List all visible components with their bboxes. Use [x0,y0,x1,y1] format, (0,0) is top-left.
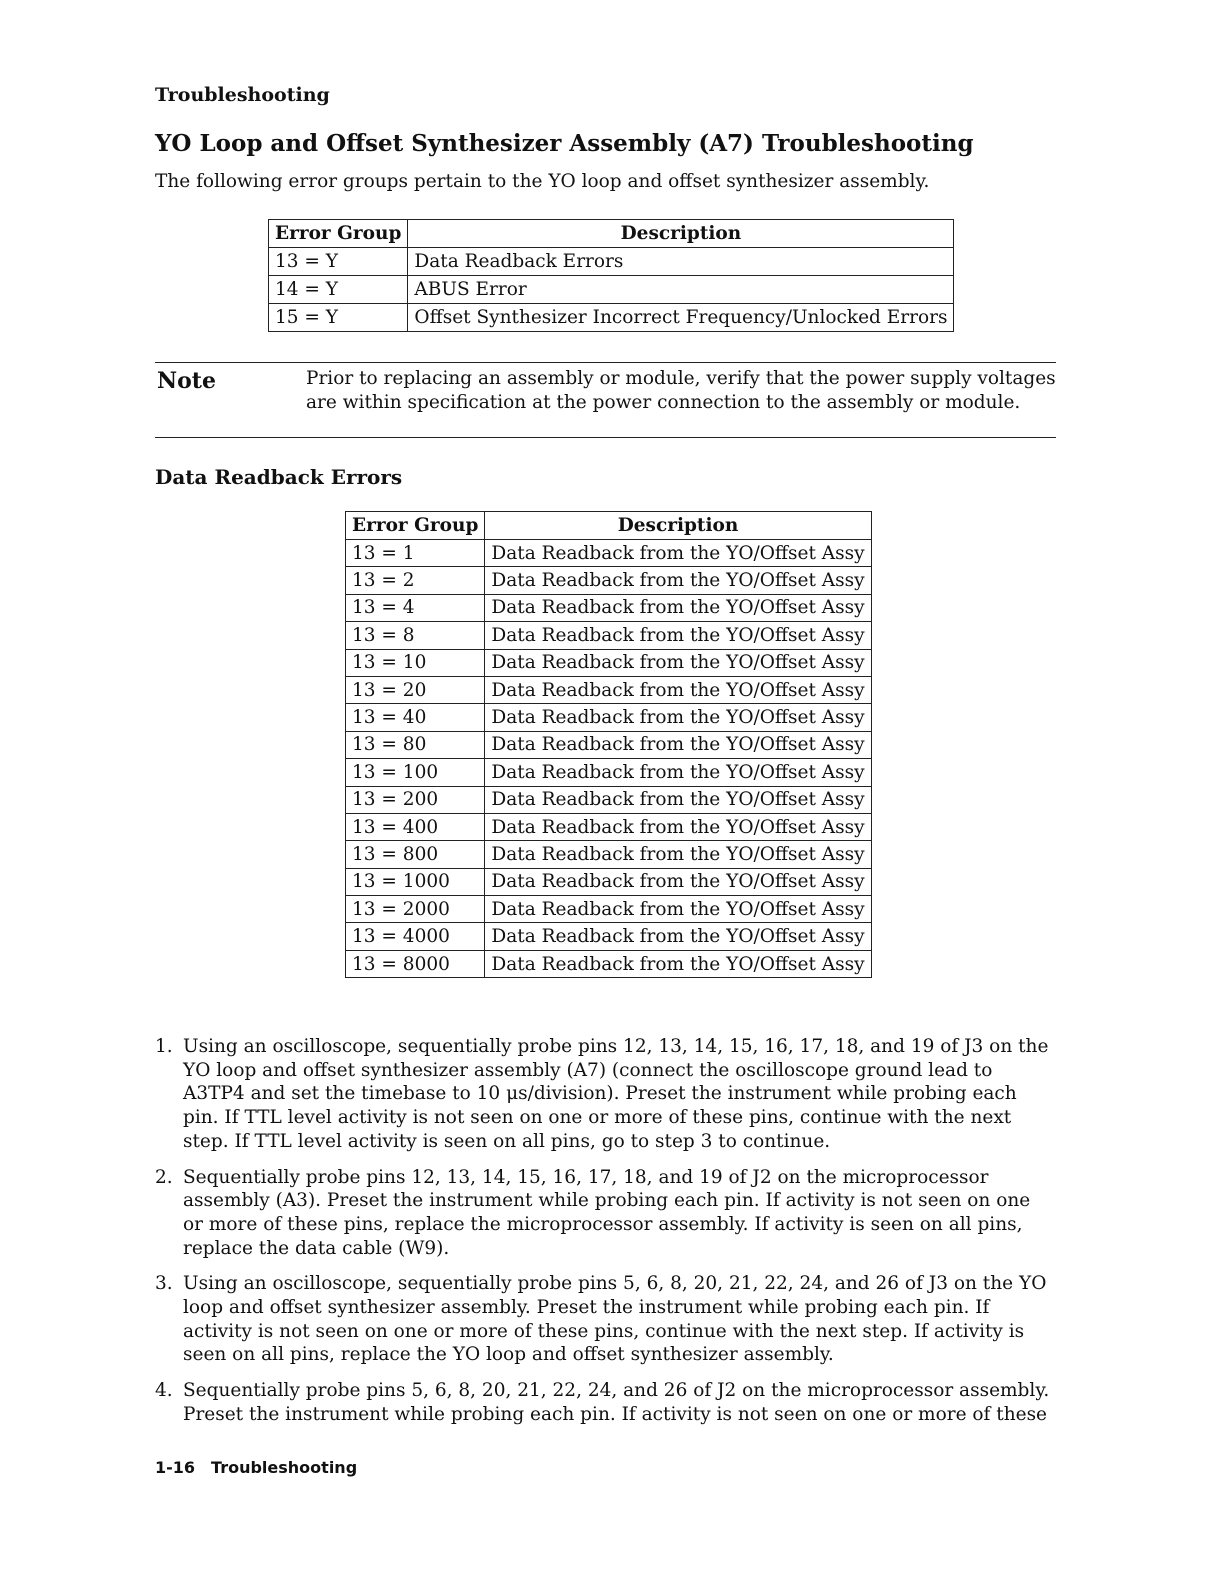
description-cell: Data Readback from the YO/Offset Assy [485,567,871,594]
intro-paragraph: The following error groups pertain to the YO loop and offset synthesizer assembly. [155,171,930,192]
description-cell: Data Readback from the YO/Offset Assy [485,868,871,895]
step-text: Using an oscilloscope, sequentially probe pins 12, 13, 14, 15, 16, 17, 18, and 19 of J3 on the YO loop and offset synthesizer assembly (A7) (connect the oscilloscope ground lead to A3TP4 and set the timebase to 10 μs/division). Preset the instrument while probing each pin. If TTL level activity is not seen on one or more of these pins, continue with the next step. If TTL level activity is seen on all pins, go to step 3 to continue. [183,1036,1049,1152]
error-group-cell: 13 = 2 [346,567,485,594]
description-cell: Data Readback from the YO/Offset Assy [485,540,871,567]
error-group-cell: 13 = 20 [346,676,485,703]
note-label: Note [157,368,216,394]
note-text: Prior to replacing an assembly or module, verify that the power supply voltages are within specification at the power connection to the assembly or module. [306,368,1056,413]
step-number: 3. [155,1273,173,1295]
table-row [346,676,872,703]
description-cell: Data Readback from the YO/Offset Assy [485,896,871,923]
error-group-cell: 13 = 8 [346,622,485,649]
error-group-cell: 13 = 1 [346,540,485,567]
error-group-cell: 15 = Y [269,304,408,332]
error-group-cell: 13 = 40 [346,704,485,731]
description-cell: Data Readback from the YO/Offset Assy [485,841,871,868]
list-item [155,1166,1055,1261]
page-footer [155,1458,357,1477]
step-number: 1. [155,1036,173,1057]
section-title: YO Loop and Offset Synthesizer Assembly (A7) Troubleshooting [155,130,974,157]
table-header-row [346,512,872,540]
list-item [155,1379,1055,1426]
table-row [346,813,872,840]
table-header-row [269,220,954,248]
step-text: Sequentially probe pins 12, 13, 14, 15, 16, 17, 18, and 19 of J2 on the microprocessor assembly (A3). Preset the instrument while probing each pin. If activity is not seen on one or more of these pins, replace the microprocessor assembly. If activity is seen on all pins, replace the data cable (W9). [183,1166,1031,1259]
description-cell: ABUS Error [408,276,954,304]
column-header-description: Description [408,220,954,248]
table-row [346,759,872,786]
table-row [346,786,872,813]
column-header-error-group: Error Group [346,512,485,540]
table-row [346,622,872,649]
table-row [269,248,954,276]
table-row [346,594,872,621]
description-cell: Data Readback Errors [408,248,954,276]
list-item [155,1272,1055,1367]
step-number: 4. [155,1380,173,1402]
description-cell: Data Readback from the YO/Offset Assy [485,594,871,621]
description-cell: Data Readback from the YO/Offset Assy [485,622,871,649]
subsection-title: Data Readback Errors [155,465,403,489]
description-cell: Data Readback from the YO/Offset Assy [485,676,871,703]
step-text: Using an oscilloscope, sequentially probe pins 5, 6, 8, 20, 21, 22, 24, and 26 of J3 on the YO loop and offset synthesizer assembly. Preset the instrument while probing each pin. If activity is not seen on one or more of these pins, continue with the next step. If activity is seen on all pins, replace the YO loop and offset synthesizer assembly. [183,1273,1047,1366]
description-cell: Data Readback from the YO/Offset Assy [485,649,871,676]
table-row [346,540,872,567]
table-row [346,567,872,594]
error-group-cell: 13 = 4000 [346,923,485,950]
error-group-cell: 13 = 2000 [346,896,485,923]
description-cell: Data Readback from the YO/Offset Assy [485,786,871,813]
table-row [346,950,872,977]
error-group-cell: 13 = 800 [346,841,485,868]
error-group-cell: 13 = Y [269,248,408,276]
error-group-cell: 13 = 100 [346,759,485,786]
error-group-cell: 13 = 1000 [346,868,485,895]
error-group-cell: 13 = 400 [346,813,485,840]
error-groups-table [268,219,954,332]
note-rule-top [155,362,1056,363]
table-row [269,304,954,332]
table-row [346,841,872,868]
table-row [346,896,872,923]
data-readback-table-body [346,540,872,978]
table-row [346,868,872,895]
step-number: 2. [155,1166,173,1188]
error-group-cell: 13 = 8000 [346,950,485,977]
error-group-cell: 13 = 200 [346,786,485,813]
page-number: 1-16 [155,1458,196,1477]
data-readback-table [345,511,872,978]
description-cell: Data Readback from the YO/Offset Assy [485,813,871,840]
table-row [269,276,954,304]
step-text: Sequentially probe pins 5, 6, 8, 20, 21, 22, 24, and 26 of J2 on the microprocessor assembly. Preset the instrument while probing each pin. If activity is not seen on one or more of these [183,1380,1050,1425]
description-cell: Data Readback from the YO/Offset Assy [485,923,871,950]
footer-title: Troubleshooting [211,1458,358,1477]
description-cell: Offset Synthesizer Incorrect Frequency/Unlocked Errors [408,304,954,332]
note-rule-bottom [155,437,1056,438]
description-cell: Data Readback from the YO/Offset Assy [485,731,871,758]
description-cell: Data Readback from the YO/Offset Assy [485,759,871,786]
table-row [346,731,872,758]
column-header-description: Description [485,512,871,540]
running-head: Troubleshooting [155,84,330,106]
error-group-cell: 13 = 80 [346,731,485,758]
list-item [155,1035,1055,1154]
table-row [346,704,872,731]
column-header-error-group: Error Group [269,220,408,248]
error-group-cell: 14 = Y [269,276,408,304]
error-group-cell: 13 = 4 [346,594,485,621]
description-cell: Data Readback from the YO/Offset Assy [485,704,871,731]
error-group-cell: 13 = 10 [346,649,485,676]
table-row [346,649,872,676]
description-cell: Data Readback from the YO/Offset Assy [485,950,871,977]
table-row [346,923,872,950]
procedure-steps [155,1035,1055,1439]
